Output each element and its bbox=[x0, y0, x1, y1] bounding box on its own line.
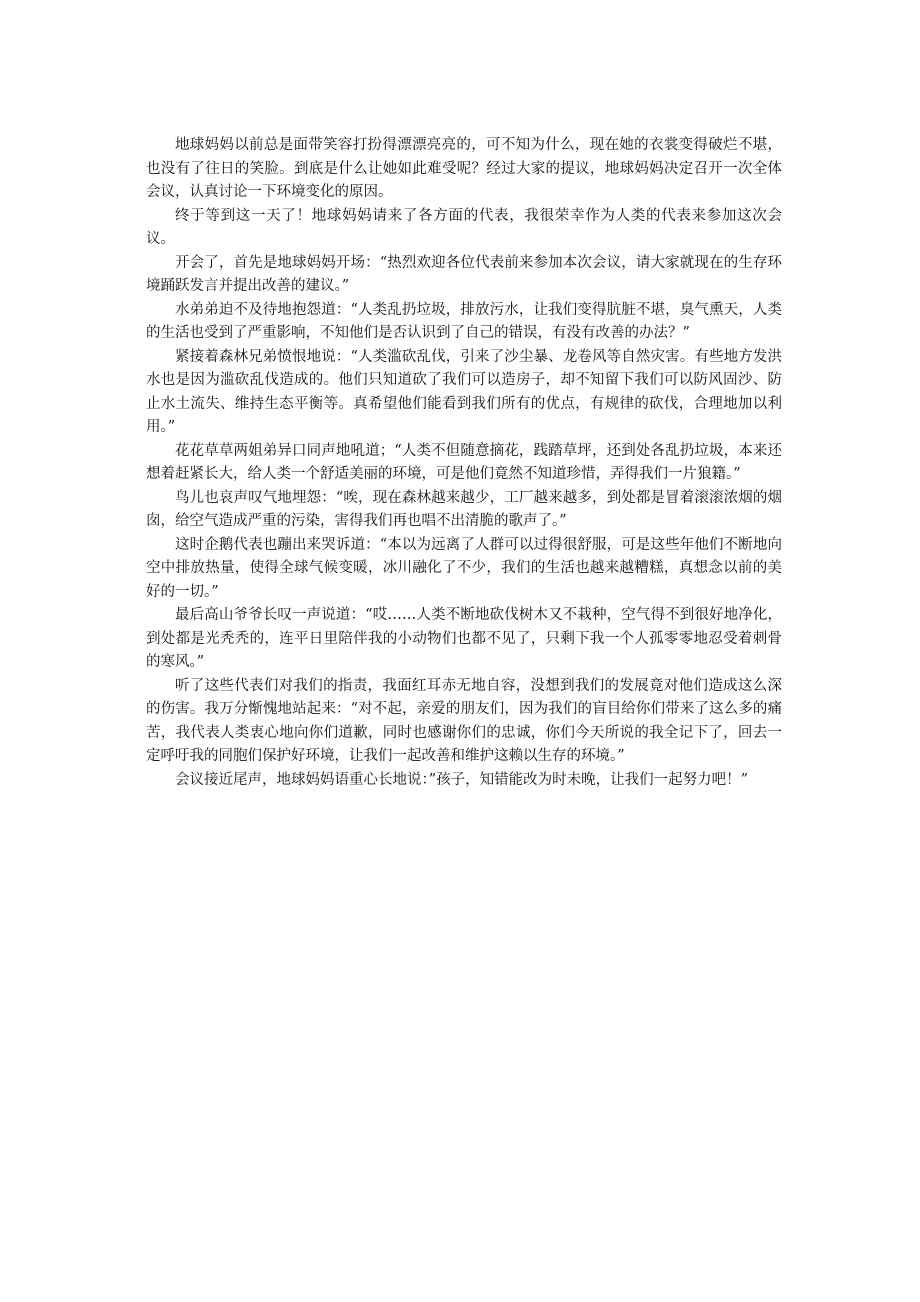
paragraph-9: 最后高山爷爷长叹一声说道：“哎……人类不断地砍伐树木又不栽种，空气得不到很好地净化，到处都是光秃秃的，连平日里陪伴我的小动物们也都不见了，只剩下我一个人孤零零地忍受着刺骨的寒风。” bbox=[146, 607, 782, 670]
paragraph-4: 水弟弟迫不及待地抱怨道：“人类乱扔垃圾，排放污水，让我们变得肮脏不堪，臭气熏天，人类的生活也受到了严重影响，不知他们是否认识到了自己的错误，有没有改善的办法？” bbox=[146, 301, 782, 341]
paragraph-5: 紧接着森林兄弟愤恨地说：“人类滥砍乱伐，引来了沙尘暴、龙卷风等自然灾害。有些地方发洪水也是因为滥砍乱伐造成的。他们只知道砍了我们可以造房子，却不知留下我们可以防风固沙、防止水土流失、维持生态平衡等。真希望他们能看到我们所有的优点，有规律的砍伐，合理地加以利用。” bbox=[146, 348, 782, 435]
paragraph-2: 终于等到这一天了！地球妈妈请来了各方面的代表，我很荣幸作为人类的代表来参加这次会议。 bbox=[146, 207, 782, 247]
paragraph-10: 听了这些代表们对我们的指责，我面红耳赤无地自容，没想到我们的发展竟对他们造成这么深的伤害。我万分惭愧地站起来：“对不起，亲爱的朋友们，因为我们的盲目给你们带来了这么多的痛苦，我代表人类衷心地向你们道歉，同时也感谢你们的忠诚，你们今天所说的我全记下了，回去一定呼吁我的同胞们保护好环境，让我们一起改善和维护这赖以生存的环境。” bbox=[146, 677, 782, 764]
paragraph-1: 地球妈妈以前总是面带笑容打扮得漂漂亮亮的，可不知为什么，现在她的衣裳变得破烂不堪，也没有了往日的笑脸。到底是什么让她如此难受呢？经过大家的提议，地球妈妈决定召开一次全体会议，认真讨论一下环境变化的原因。 bbox=[146, 137, 782, 200]
paragraph-7: 鸟儿也哀声叹气地埋怨：“唉，现在森林越来越少，工厂越来越多，到处都是冒着滚滚浓烟的烟囱，给空气造成严重的污染，害得我们再也唱不出清脆的歌声了。” bbox=[146, 489, 782, 529]
essay-body bbox=[146, 134, 782, 792]
paragraph-8: 这时企鹅代表也蹦出来哭诉道：“本以为远离了人群可以过得很舒服，可是这些年他们不断地向空中排放热量，使得全球气候变暖，冰川融化了不少，我们的生活也越来越糟糕，真想念以前的美好的一切。” bbox=[146, 536, 782, 600]
paragraph-3: 开会了，首先是地球妈妈开场：“热烈欢迎各位代表前来参加本次会议，请大家就现在的生存环境踊跃发言并提出改善的建议。” bbox=[146, 254, 782, 294]
paragraph-11: 会议接近尾声，地球妈妈语重心长地说：”孩子，知错能改为时未晚，让我们一起努力吧！” bbox=[175, 771, 749, 788]
paragraph-6: 花花草草两姐弟异口同声地吼道；“人类不但随意摘花，践踏草坪，还到处各乱扔垃圾，本来还想着赶紧长大，给人类一个舒适美丽的环境，可是他们竟然不知道珍惜，弄得我们一片狼籍。” bbox=[146, 442, 782, 482]
